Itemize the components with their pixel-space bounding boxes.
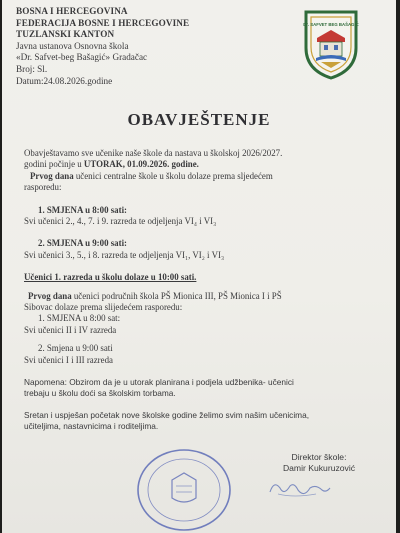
regional-intro-line-2: Sibovac dolaze prema slijedećem rasporedu: <box>24 302 183 313</box>
closing-line-2: učiteljima, nastavnicima i roditeljima. <box>24 421 159 432</box>
notice-body <box>24 148 374 432</box>
shift-1-heading: 1. SMJENA u 8:00 sati: <box>38 204 128 215</box>
shift-1-text: Svi učenici 2., 4., 7. i 9. razreda te odjeljenja VI₄ i VI₃ <box>24 216 217 227</box>
intro-line-2: godini počinje u UTORAK, 01.09.2026. godine. <box>24 159 199 170</box>
regional-shift-2-heading: 2. Smjena u 9:00 sati <box>38 343 113 354</box>
signature-name: Damir Kukuruzović <box>282 463 356 474</box>
letterhead-federation: FEDERACIJA BOSNE I HERCEGOVINE <box>16 17 190 28</box>
regional-shift-2-text: Svi učenici I i III razreda <box>24 354 113 365</box>
handwritten-signature <box>264 474 334 502</box>
regional-shift-1-heading: 1. SMJENA u 8:00 sat: <box>38 313 121 324</box>
document-page <box>2 0 396 533</box>
letterhead-school-name: «Dr. Safvet-beg Bašagić» Gradačac <box>16 52 148 63</box>
document-date: Datum:24.08.2026.godine <box>16 75 113 86</box>
regional-intro: Prvog dana učenici područnih škola PŠ Mionica III, PŠ Mionica I i PŠ <box>28 290 282 301</box>
regional-shift-1-text: Svi učenici II i IV razreda <box>24 324 117 335</box>
start-date: UTORAK, 01.09.2026. godine. <box>83 159 199 170</box>
letterhead-institution: Javna ustanova Osnovna škola <box>16 40 129 51</box>
note-line-1: Napomena: Obzirom da je u utorak planirana i podjela udžbenika- učenici <box>24 377 294 388</box>
shift-2-text: Svi učenici 3., 5., i 8. razreda te odjeljenja VI₁, VI₂ i VI₃ <box>24 249 225 260</box>
note-line-2: trebaju u školu doći sa školskim torbama. <box>24 388 176 399</box>
first-grade-notice: Učenici 1. razreda u školu dolaze u 10:00 sati. <box>24 272 197 283</box>
crest-text: Dr. SAFVET BEG BAŠAGIĆ <box>303 22 359 27</box>
official-stamp <box>132 440 237 532</box>
letterhead <box>16 6 189 87</box>
page-title: OBAVJEŠTENJE <box>127 110 271 129</box>
intro-line-1: Obavještavamo sve učenike naše škole da nastava u školskoj 2026/2027. <box>24 148 283 158</box>
signature-block <box>264 452 374 474</box>
document-number: Broj: Sl. <box>16 63 48 74</box>
closing-line-1: Sretan i uspješan početak nove školske godine želimo svim našim učenicima, <box>24 410 309 421</box>
first-day-intro-line-2: rasporedu: <box>24 182 62 193</box>
school-crest-logo <box>302 8 360 80</box>
signature-role: Direktor škole: <box>291 452 347 462</box>
letterhead-canton: TUZLANSKI KANTON <box>16 29 115 40</box>
first-day-intro: Prvog dana učenici centralne škole u školu dolaze prema sljedećem <box>30 170 273 181</box>
letterhead-country: BOSNA I HERCEGOVINA <box>16 6 128 16</box>
shift-2-heading: 2. SMJENA u 9:00 sati: <box>38 238 128 249</box>
